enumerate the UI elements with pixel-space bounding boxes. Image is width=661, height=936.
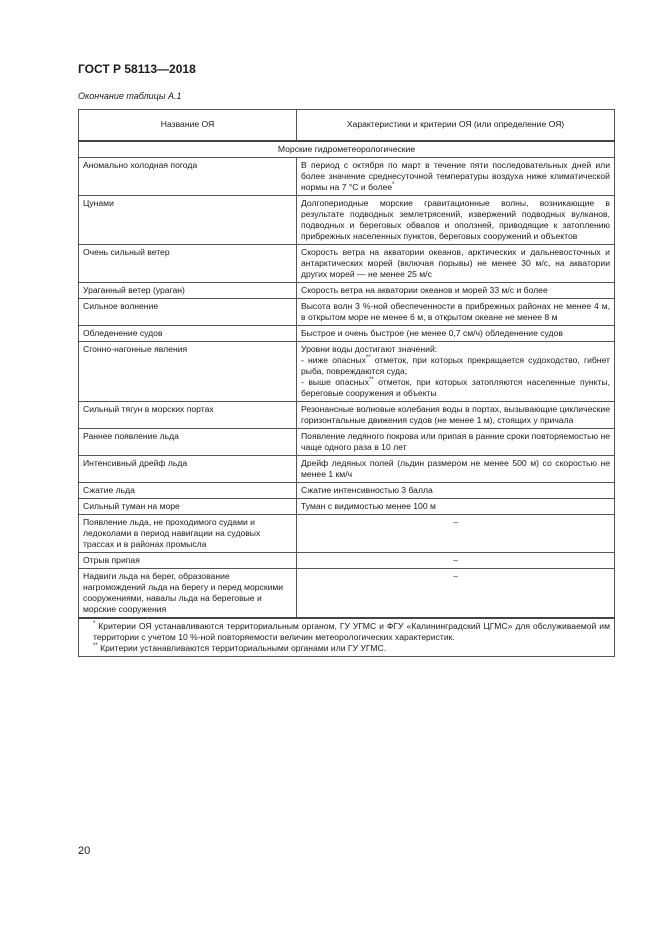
hazard-name: Интенсивный дрейф льда (79, 455, 297, 482)
table-row (79, 482, 615, 498)
hazard-criteria (297, 341, 615, 401)
criteria-text: - выше опасных (301, 376, 369, 387)
criteria-text: В период с октября по март в течение пяти последовательных дней или более значение среднесуточной температуры воздуха ниже климатической нормы на 7 °С и более (301, 159, 610, 192)
table-row (79, 568, 615, 618)
hazard-name: Обледенение судов (79, 325, 297, 341)
criteria-table (78, 109, 615, 657)
table-row (79, 514, 615, 552)
table-row (79, 298, 615, 325)
table-row (79, 282, 615, 298)
hazard-name: Аномально холодная погода (79, 157, 297, 195)
footnote-marker: ** (365, 354, 371, 361)
hazard-name: Очень сильный ветер (79, 244, 297, 282)
hazard-criteria: Долгопериодные морские гравитационные волны, возникающие в результате подводных землетрясений, извержений подводных вулканов, подводных и береговых обвалов и оползней, приводящие к затоплению прибрежных населенных пунктов, береговых сооружений и объектов (297, 195, 615, 244)
column-header-criteria: Характеристики и критерии ОЯ (или определение ОЯ) (297, 110, 615, 141)
hazard-name: Сильный тягун в морских портах (79, 401, 297, 428)
table-row (79, 325, 615, 341)
hazard-criteria (297, 157, 615, 195)
document-title: ГОСТ Р 58113—2018 (78, 62, 196, 76)
hazard-criteria: – (297, 552, 615, 568)
table-row (79, 428, 615, 455)
hazard-name: Сгонно-нагонные явления (79, 341, 297, 401)
hazard-criteria: Резонансные волновые колебания воды в портах, вызывающие циклические горизонтальные движения судов (не менее 1 м), стоящих у причала (297, 401, 615, 428)
table-row (79, 401, 615, 428)
hazard-criteria: Сжатие интенсивностью 3 балла (297, 482, 615, 498)
table-row (79, 244, 615, 282)
section-row (79, 141, 615, 158)
hazard-name: Сжатие льда (79, 482, 297, 498)
hazard-name: Сильное волнение (79, 298, 297, 325)
hazard-name: Раннее появление льда (79, 428, 297, 455)
hazard-criteria: – (297, 514, 615, 552)
criteria-text: отметок, при которых прекращается судоходство, гибнет рыба, повреждаются суда; (301, 354, 610, 376)
hazard-name: Ураганный ветер (ураган) (79, 282, 297, 298)
hazard-name: Надвиги льда на берег, образование нагромождений льда на берегу и перед морскими сооружениями, навалы льда на береговые и морские сооружения (79, 568, 297, 618)
criteria-line (301, 377, 610, 399)
criteria-line (301, 355, 610, 377)
table-row (79, 498, 615, 514)
hazard-criteria: Туман с видимостью менее 100 м (297, 498, 615, 514)
table-caption: Окончание таблицы А.1 (78, 91, 182, 101)
footnote-text: Критерии устанавливаются территориальными органами или ГУ УГМС. (100, 642, 387, 653)
hazard-criteria: – (297, 568, 615, 618)
footnote-1 (83, 621, 610, 643)
hazard-criteria: Дрейф ледяных полей (льдин размером не менее 500 м) со скоростью не менее 1 км/ч (297, 455, 615, 482)
table-row (79, 552, 615, 568)
table-notes-row (79, 618, 615, 657)
hazard-criteria: Скорость ветра на акватории океанов и морей 33 м/с и более (297, 282, 615, 298)
column-header-name: Название ОЯ (79, 110, 297, 141)
table-header-row (79, 110, 615, 141)
footnote-marker: * (93, 620, 96, 627)
footnote-marker: ** (369, 376, 374, 383)
footnote-2 (83, 643, 610, 654)
table-row (79, 455, 615, 482)
hazard-name: Отрыв припая (79, 552, 297, 568)
hazard-criteria: Появление ледяного покрова или припая в ранние сроки повторяемостью не чаще одного раза в 10 лет (297, 428, 615, 455)
table-notes (79, 618, 615, 657)
table-row (79, 157, 615, 195)
footnote-marker: * (392, 181, 395, 188)
page-number: 20 (78, 845, 91, 857)
table-row (79, 195, 615, 244)
hazard-name: Цунами (79, 195, 297, 244)
table-row (79, 341, 615, 401)
section-title: Морские гидрометеорологические (79, 141, 615, 158)
criteria-text: отметок, при которых затопляются населенные пункты, береговые сооружения и объекты (301, 376, 610, 398)
hazard-criteria: Высота волн 3 %-ной обеспеченности в прибрежных районах не менее 4 м, в открытом море не менее 6 м, в открытом океане не менее 8 м (297, 298, 615, 325)
footnote-marker: ** (93, 642, 98, 649)
criteria-line: Уровни воды достигают значений: (301, 343, 438, 354)
footnote-text: Критерии ОЯ устанавливаются территориальным органом, ГУ УГМС и ФГУ «Калининградский ЦГМС» для обслуживаемой им территории с учетом 10 %-ной повторяемости величин метеорологических характеристик. (93, 620, 610, 642)
hazard-criteria: Скорость ветра на акватории океанов, арктических и дальневосточных и антарктических морей (включая порывы) не менее 30 м/с, на акватории других морей — не менее 25 м/с (297, 244, 615, 282)
hazard-criteria: Быстрое и очень быстрое (не менее 0,7 см/ч) обледенение судов (297, 325, 615, 341)
criteria-text: - ниже опасных (301, 354, 366, 365)
hazard-name: Сильный туман на море (79, 498, 297, 514)
hazard-name: Появление льда, не проходимого судами и ледоколами в период навигации на судовых трассах и в районах промысла (79, 514, 297, 552)
